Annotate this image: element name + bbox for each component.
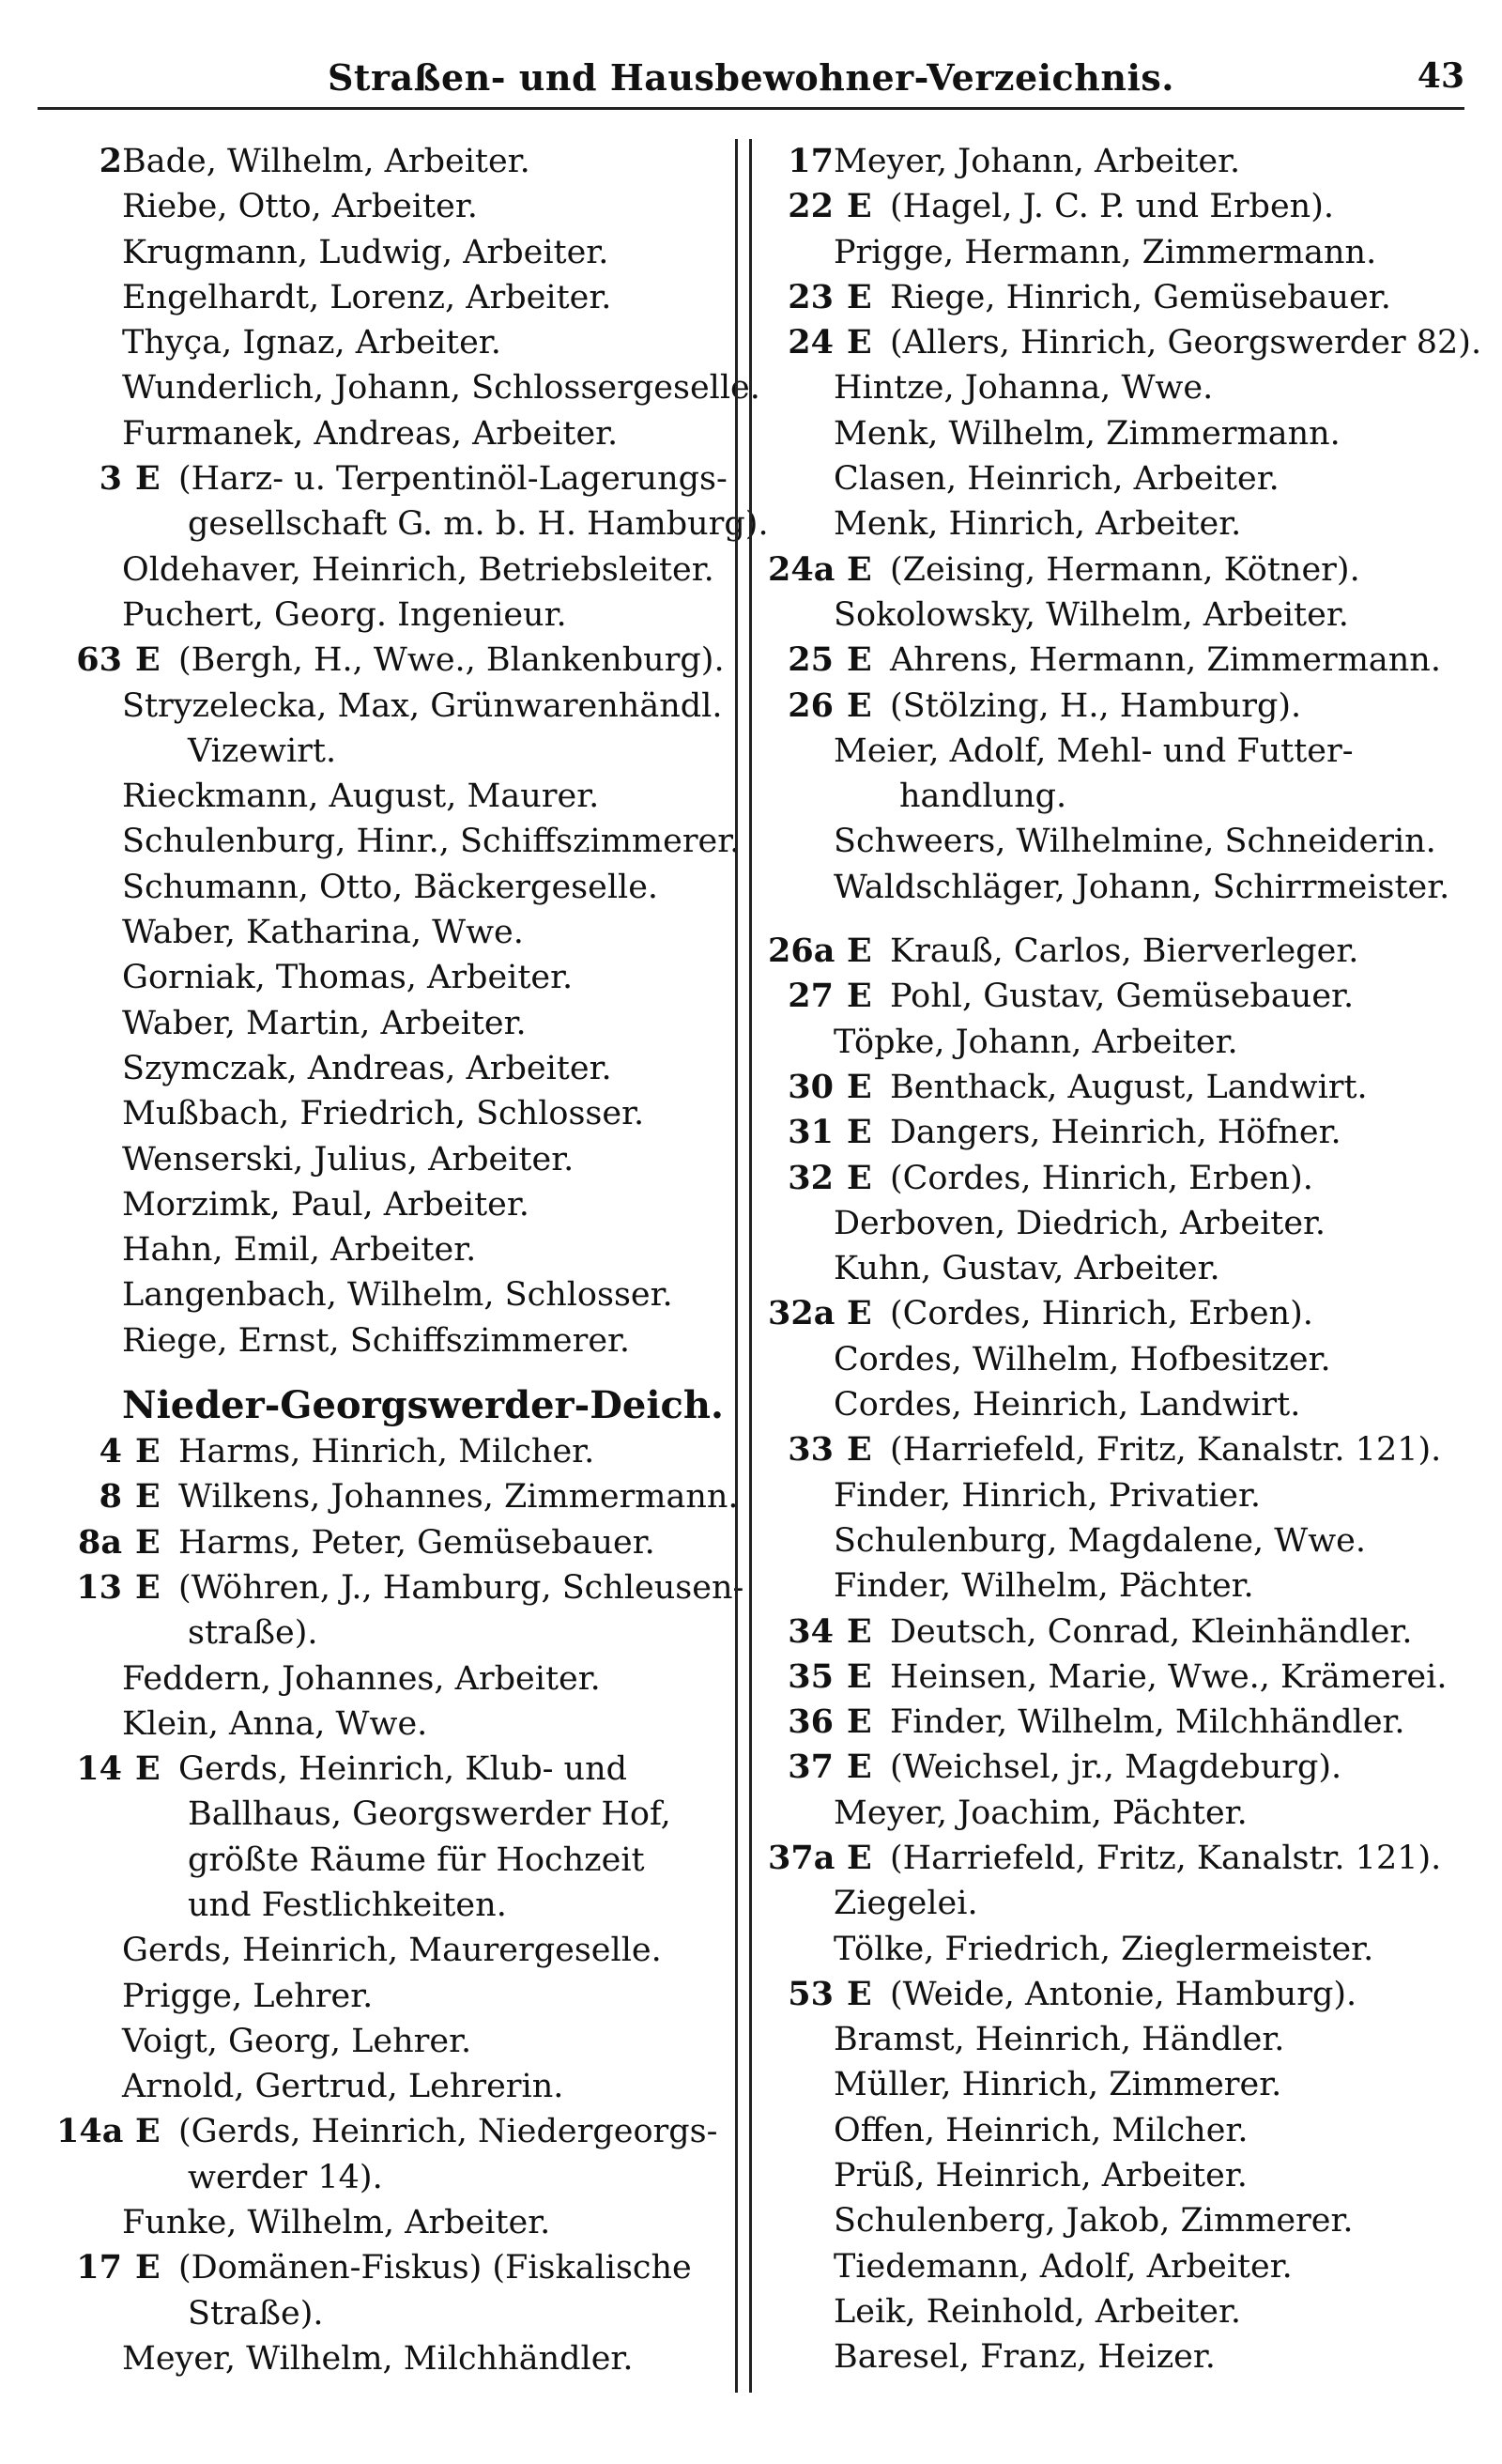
entry-continuation: [56, 1610, 723, 1656]
directory-entry: [768, 1972, 1481, 2017]
house-number: 27: [788, 977, 834, 1016]
continuation-text: größte Räume für Hochzeit: [188, 1840, 645, 1879]
entry-text: (Allers, Hinrich, Georgswerder 82).: [890, 324, 1482, 362]
directory-entry: [768, 275, 1481, 320]
directory-entry: [768, 1745, 1481, 1790]
directory-entry: [56, 2245, 723, 2290]
entry-continuation: [56, 2291, 723, 2336]
entry-text: Wenserski, Julius, Arbeiter.: [122, 1140, 575, 1178]
owner-marker: E: [135, 640, 161, 680]
directory-entry: [768, 320, 1481, 365]
directory-entry: [768, 1382, 1481, 1427]
entry-text: Schumann, Otto, Bäckergeselle.: [122, 868, 659, 906]
house-number: 3: [99, 459, 122, 499]
directory-entry: [56, 547, 723, 593]
continuation-text: und Festlichkeiten.: [188, 1886, 507, 1924]
entry-text: Schweers, Wilhelmine, Schneiderin.: [834, 823, 1436, 861]
directory-entry: [56, 1565, 744, 1610]
directory-entry: [56, 910, 723, 955]
entry-text: (Harriefeld, Fritz, Kanalstr. 121).: [890, 1431, 1442, 1470]
house-number: 33: [788, 1430, 834, 1470]
owner-marker: E: [847, 1430, 872, 1470]
directory-entry: [768, 638, 1481, 683]
directory-entry: [768, 1427, 1481, 1472]
house-number: 25: [788, 640, 834, 680]
left-column: [56, 139, 769, 2381]
entry-text: Feddern, Johannes, Arbeiter.: [122, 1659, 601, 1698]
directory-entry: [768, 1518, 1481, 1563]
house-number: 17: [788, 142, 834, 180]
column-divider: [735, 139, 752, 2393]
house-number: 37a: [768, 1838, 835, 1877]
directory-entry: [768, 456, 1481, 501]
entry-text: Puchert, Georg. Ingenieur.: [122, 595, 567, 634]
directory-entry: [768, 1836, 1481, 1881]
directory-entry: [56, 1702, 723, 1747]
owner-marker: E: [847, 1294, 872, 1333]
right-column: [768, 139, 1481, 2380]
directory-entry: [56, 1182, 723, 1227]
directory-entry: [56, 1928, 723, 1973]
directory-entry: [768, 974, 1481, 1019]
directory-entry: [56, 638, 723, 683]
directory-entry: [768, 819, 1481, 864]
entry-text: Stryzelecka, Max, Grünwarenhändl.: [122, 686, 723, 725]
entry-continuation: [56, 2155, 723, 2200]
entry-continuation: [56, 1883, 723, 1928]
directory-entry: [768, 1291, 1481, 1336]
entry-text: Finder, Wilhelm, Pächter.: [834, 1567, 1254, 1606]
entry-text: Finder, Wilhelm, Milchhändler.: [890, 1703, 1405, 1742]
directory-entry: [56, 2109, 723, 2154]
directory-entry: [768, 2334, 1481, 2379]
entry-text: Wunderlich, Johann, Schlossergeselle.: [122, 369, 760, 408]
directory-entry: [56, 230, 723, 275]
page-number: 43: [1417, 56, 1464, 96]
house-number: 23: [788, 277, 834, 316]
directory-entry: [56, 139, 723, 184]
owner-marker: E: [847, 277, 872, 316]
entry-text: Meyer, Johann, Arbeiter.: [834, 143, 1241, 180]
street-heading: Nieder-Georgswerder-Deich.: [122, 1383, 724, 1428]
page-header: [38, 47, 1464, 113]
owner-marker: E: [847, 187, 872, 226]
house-number: 14a: [56, 2112, 124, 2151]
owner-marker: E: [847, 640, 872, 680]
owner-marker: E: [847, 1656, 872, 1696]
directory-entry: [56, 865, 723, 910]
house-number: 26a: [768, 932, 835, 971]
entry-text: Meyer, Wilhelm, Milchhändler.: [122, 2339, 634, 2378]
entry-text: Voigt, Georg, Lehrer.: [122, 2022, 472, 2060]
spacer: [768, 910, 1481, 929]
owner-marker: E: [847, 932, 872, 971]
entry-text: Heinsen, Marie, Wwe., Krämerei.: [890, 1657, 1448, 1696]
directory-entry: [768, 1473, 1481, 1518]
entry-text: Pohl, Gustav, Gemüsebauer.: [890, 978, 1355, 1016]
directory-entry: [56, 1520, 723, 1565]
directory-entry: [768, 1065, 1481, 1110]
directory-entry: [56, 955, 723, 1000]
house-number: 30: [788, 1067, 834, 1106]
house-number: 8a: [77, 1522, 122, 1562]
house-number: 32a: [768, 1294, 835, 1333]
owner-marker: E: [135, 1432, 161, 1471]
house-number: 4: [99, 1432, 122, 1471]
entry-text: Furmanek, Andreas, Arbeiter.: [122, 414, 619, 453]
entry-text: Funke, Wilhelm, Arbeiter.: [122, 2204, 551, 2242]
house-number: 32: [788, 1158, 834, 1197]
owner-marker: E: [135, 1749, 161, 1789]
entry-text: Müller, Hinrich, Zimmerer.: [834, 2066, 1282, 2104]
entry-text: Wilkens, Johannes, Zimmermann.: [178, 1478, 739, 1517]
house-number: 14: [76, 1749, 122, 1789]
entry-text: Krauß, Carlos, Bierverleger.: [890, 932, 1359, 971]
owner-marker: E: [847, 1748, 872, 1787]
directory-entry: [768, 1609, 1481, 1655]
entry-text: (Stölzing, H., Hamburg).: [890, 686, 1302, 725]
directory-entry: [56, 1227, 723, 1272]
directory-entry: [768, 865, 1481, 910]
entry-text: Prigge, Lehrer.: [122, 1977, 374, 2015]
entry-text: Kuhn, Gustav, Arbeiter.: [834, 1250, 1220, 1288]
continuation-text: Vizewirt.: [188, 732, 337, 770]
entry-text: Gorniak, Thomas, Arbeiter.: [122, 959, 574, 997]
directory-entry: [56, 1137, 723, 1182]
entry-text: Arnold, Gertrud, Lehrerin.: [122, 2068, 564, 2106]
entry-text: (Gerds, Heinrich, Niedergeorgs-: [178, 2113, 718, 2151]
directory-entry: [768, 593, 1481, 638]
directory-entry: [768, 365, 1481, 410]
entry-text: Harms, Hinrich, Milcher.: [178, 1433, 595, 1471]
entry-text: Derboven, Diedrich, Arbeiter.: [834, 1204, 1326, 1242]
entry-text: Ziegelei.: [834, 1885, 978, 1923]
continuation-text: gesellschaft G. m. b. H. Hamburg).: [188, 505, 769, 544]
entry-text: Rieckmann, August, Maurer.: [122, 778, 600, 816]
directory-entry: [768, 1700, 1481, 1745]
entry-text: Sokolowsky, Wilhelm, Arbeiter.: [834, 595, 1349, 634]
directory-entry: [768, 2062, 1481, 2107]
owner-marker: E: [847, 1974, 872, 2013]
entry-text: Waber, Martin, Arbeiter.: [122, 1004, 527, 1042]
entry-text: Schulenburg, Hinr., Schiffszimmerer.: [122, 823, 741, 861]
house-number: 36: [788, 1702, 834, 1742]
directory-entry: [56, 2200, 723, 2245]
house-number: 35: [788, 1656, 834, 1696]
entry-text: (Weide, Antonie, Hamburg).: [890, 1975, 1357, 2013]
directory-entry: [768, 230, 1481, 275]
entry-continuation: [56, 729, 723, 774]
directory-entry: [768, 2289, 1481, 2334]
house-number: 17: [76, 2248, 122, 2287]
directory-entry: [768, 1201, 1481, 1246]
directory-entry: [56, 1747, 723, 1792]
entry-text: (Wöhren, J., Hamburg, Schleusen-: [178, 1568, 744, 1607]
entry-text: Cordes, Wilhelm, Hofbesitzer.: [834, 1340, 1331, 1378]
entry-text: Harms, Peter, Gemüsebauer.: [178, 1523, 655, 1562]
owner-marker: E: [847, 977, 872, 1016]
entry-text: Offen, Heinrich, Milcher.: [834, 2111, 1249, 2149]
entry-text: Langenbach, Wilhelm, Schlosser.: [122, 1276, 673, 1315]
continuation-text: werder 14).: [188, 2158, 383, 2196]
directory-entry: [56, 1429, 723, 1474]
entry-text: Waber, Katharina, Wwe.: [122, 914, 524, 952]
directory-entry: [768, 547, 1481, 593]
owner-marker: E: [847, 549, 872, 589]
entry-text: Thyça, Ignaz, Arbeiter.: [122, 324, 501, 362]
directory-entry: [768, 1791, 1481, 1836]
entry-text: (Harz- u. Terpentinöl-Lagerungs-: [178, 460, 728, 499]
directory-entry: [768, 501, 1481, 547]
house-number: 31: [788, 1113, 834, 1152]
entry-continuation: [56, 1838, 723, 1883]
owner-marker: E: [847, 685, 872, 725]
owner-marker: E: [847, 1113, 872, 1152]
directory-entry: [768, 2017, 1481, 2062]
entry-text: Ahrens, Hermann, Zimmermann.: [890, 641, 1441, 680]
house-number: 34: [788, 1611, 834, 1651]
directory-entry: [56, 320, 723, 365]
directory-entry: [768, 2108, 1481, 2153]
directory-entry: [768, 1337, 1481, 1382]
entry-text: Clasen, Heinrich, Arbeiter.: [834, 460, 1280, 499]
directory-entry: [56, 819, 741, 864]
entry-text: (Bergh, H., Wwe., Blankenburg).: [178, 641, 725, 680]
continuation-text: Straße).: [188, 2294, 324, 2333]
owner-marker: E: [135, 2112, 161, 2151]
directory-entry: [56, 456, 728, 501]
entry-text: Hintze, Johanna, Wwe.: [834, 369, 1214, 408]
directory-entry: [56, 1318, 723, 1363]
directory-entry: [56, 1474, 739, 1519]
directory-entry: [56, 1046, 723, 1091]
directory-entry: [768, 1020, 1481, 1065]
entry-text: (Weichsel, jr., Magdeburg).: [890, 1748, 1342, 1787]
owner-marker: E: [847, 1158, 872, 1197]
entry-text: Töpke, Johann, Arbeiter.: [834, 1023, 1238, 1061]
directory-entry: [768, 1110, 1481, 1155]
owner-marker: E: [847, 1611, 872, 1651]
directory-entry: [768, 1156, 1481, 1201]
entry-continuation: [56, 501, 769, 547]
house-number: 37: [788, 1748, 834, 1787]
entry-text: Riebe, Otto, Arbeiter.: [122, 188, 478, 226]
directory-entry: [56, 411, 723, 456]
house-number: 53: [788, 1974, 834, 2013]
directory-entry: [56, 593, 723, 638]
entry-text: (Zeising, Hermann, Kötner).: [890, 550, 1360, 589]
directory-entry: [768, 1881, 1481, 1926]
directory-entry: [56, 1974, 723, 2019]
directory-entry: [768, 729, 1481, 774]
owner-marker: E: [135, 1477, 161, 1517]
house-number: 2: [99, 142, 122, 180]
entry-text: Meier, Adolf, Mehl- und Futter-: [834, 732, 1354, 770]
owner-marker: E: [135, 2248, 161, 2287]
entry-text: Schulenberg, Jakob, Zimmerer.: [834, 2202, 1354, 2241]
directory-entry: [56, 1001, 723, 1046]
directory-entry: [56, 774, 723, 819]
entry-text: Cordes, Heinrich, Landwirt.: [834, 1386, 1301, 1424]
owner-marker: E: [135, 459, 161, 499]
entry-text: Riege, Hinrich, Gemüsebauer.: [890, 278, 1391, 316]
entry-text: Prigge, Hermann, Zimmermann.: [834, 233, 1377, 271]
house-number: 8: [99, 1477, 122, 1517]
entry-text: Szymczak, Andreas, Arbeiter.: [122, 1049, 612, 1087]
entry-text: Tiedemann, Adolf, Arbeiter.: [834, 2247, 1293, 2286]
entry-continuation: [56, 1792, 723, 1837]
entry-text: Engelhardt, Lorenz, Arbeiter.: [122, 278, 612, 316]
directory-entry: [768, 1927, 1481, 1972]
entry-text: Gerds, Heinrich, Maurergeselle.: [122, 1932, 662, 1970]
entry-text: Leik, Reinhold, Arbeiter.: [834, 2292, 1241, 2331]
directory-entry: [768, 929, 1481, 974]
entry-text: Meyer, Joachim, Pächter.: [834, 1794, 1248, 1832]
house-number: 24a: [768, 549, 835, 589]
entry-text: Krugmann, Ludwig, Arbeiter.: [122, 233, 609, 271]
directory-entry: [56, 2019, 723, 2064]
owner-marker: E: [847, 323, 872, 362]
owner-marker: E: [847, 1067, 872, 1106]
entry-continuation: [768, 774, 1481, 819]
header-rule: [38, 107, 1464, 110]
continuation-text: straße).: [188, 1614, 318, 1653]
entry-text: Waldschläger, Johann, Schirrmeister.: [834, 868, 1450, 906]
entry-text: Prüß, Heinrich, Arbeiter.: [834, 2157, 1248, 2195]
directory-entry: [768, 2198, 1481, 2243]
entry-text: Schulenburg, Magdalene, Wwe.: [834, 1521, 1367, 1560]
entry-text: Finder, Hinrich, Privatier.: [834, 1476, 1261, 1515]
entry-text: Riege, Ernst, Schiffszimmerer.: [122, 1321, 631, 1360]
directory-entry: [56, 1656, 723, 1702]
directory-entry: [768, 1563, 1481, 1609]
continuation-text: Ballhaus, Georgswerder Hof,: [188, 1795, 671, 1834]
directory-entry: [56, 1272, 723, 1317]
entry-text: (Domänen-Fiskus) (Fiskalische: [178, 2249, 692, 2287]
owner-marker: E: [847, 1702, 872, 1742]
directory-entry: [768, 1246, 1481, 1291]
owner-marker: E: [135, 1522, 161, 1562]
house-number: 13: [76, 1567, 122, 1607]
house-number: 26: [788, 685, 834, 725]
entry-text: Tölke, Friedrich, Zieglermeister.: [834, 1930, 1374, 1968]
directory-entry: [768, 2244, 1481, 2289]
entry-text: (Hagel, J. C. P. und Erben).: [890, 188, 1334, 226]
continuation-text: handlung.: [899, 778, 1067, 816]
entry-text: Gerds, Heinrich, Klub- und: [178, 1750, 628, 1789]
directory-entry: [768, 139, 1481, 184]
house-number: 24: [788, 323, 834, 362]
entry-text: Menk, Hinrich, Arbeiter.: [834, 505, 1242, 544]
house-number: 22: [788, 187, 834, 226]
directory-entry: [56, 684, 723, 729]
entry-text: Bade, Wilhelm, Arbeiter.: [122, 143, 530, 180]
directory-entry: [768, 184, 1481, 229]
directory-entry: [56, 2064, 723, 2109]
entry-text: Menk, Wilhelm, Zimmermann.: [834, 414, 1341, 453]
entry-text: Klein, Anna, Wwe.: [122, 1704, 428, 1743]
entry-text: Oldehaver, Heinrich, Betriebsleiter.: [122, 550, 714, 589]
entry-text: Morzimk, Paul, Arbeiter.: [122, 1185, 529, 1224]
entry-text: Baresel, Franz, Heizer.: [834, 2338, 1216, 2377]
directory-entry: [56, 1091, 723, 1136]
entry-text: Bramst, Heinrich, Händler.: [834, 2021, 1285, 2059]
entry-text: (Cordes, Hinrich, Erben).: [890, 1159, 1313, 1197]
entry-text: Mußbach, Friedrich, Schlosser.: [122, 1095, 645, 1133]
directory-entry: [56, 184, 723, 229]
directory-entry: [768, 2153, 1481, 2198]
entry-text: Dangers, Heinrich, Höfner.: [890, 1114, 1341, 1152]
directory-entry: [768, 1655, 1481, 1700]
owner-marker: E: [847, 1838, 872, 1877]
directory-entry: [768, 411, 1481, 456]
entry-text: Deutsch, Conrad, Kleinhändler.: [890, 1612, 1413, 1651]
directory-entry: [768, 684, 1481, 729]
page-title: Straßen- und Hausbewohner-Verzeichnis.: [327, 56, 1175, 99]
entry-text: Benthack, August, Landwirt.: [890, 1068, 1368, 1106]
directory-entry: [56, 2336, 723, 2381]
directory-entry: [56, 365, 760, 410]
entry-text: Hahn, Emil, Arbeiter.: [122, 1231, 477, 1270]
house-number: 63: [76, 640, 122, 680]
entry-text: (Cordes, Hinrich, Erben).: [890, 1295, 1313, 1333]
directory-entry: [56, 275, 723, 320]
entry-text: (Harriefeld, Fritz, Kanalstr. 121).: [890, 1839, 1442, 1877]
owner-marker: E: [135, 1567, 161, 1607]
